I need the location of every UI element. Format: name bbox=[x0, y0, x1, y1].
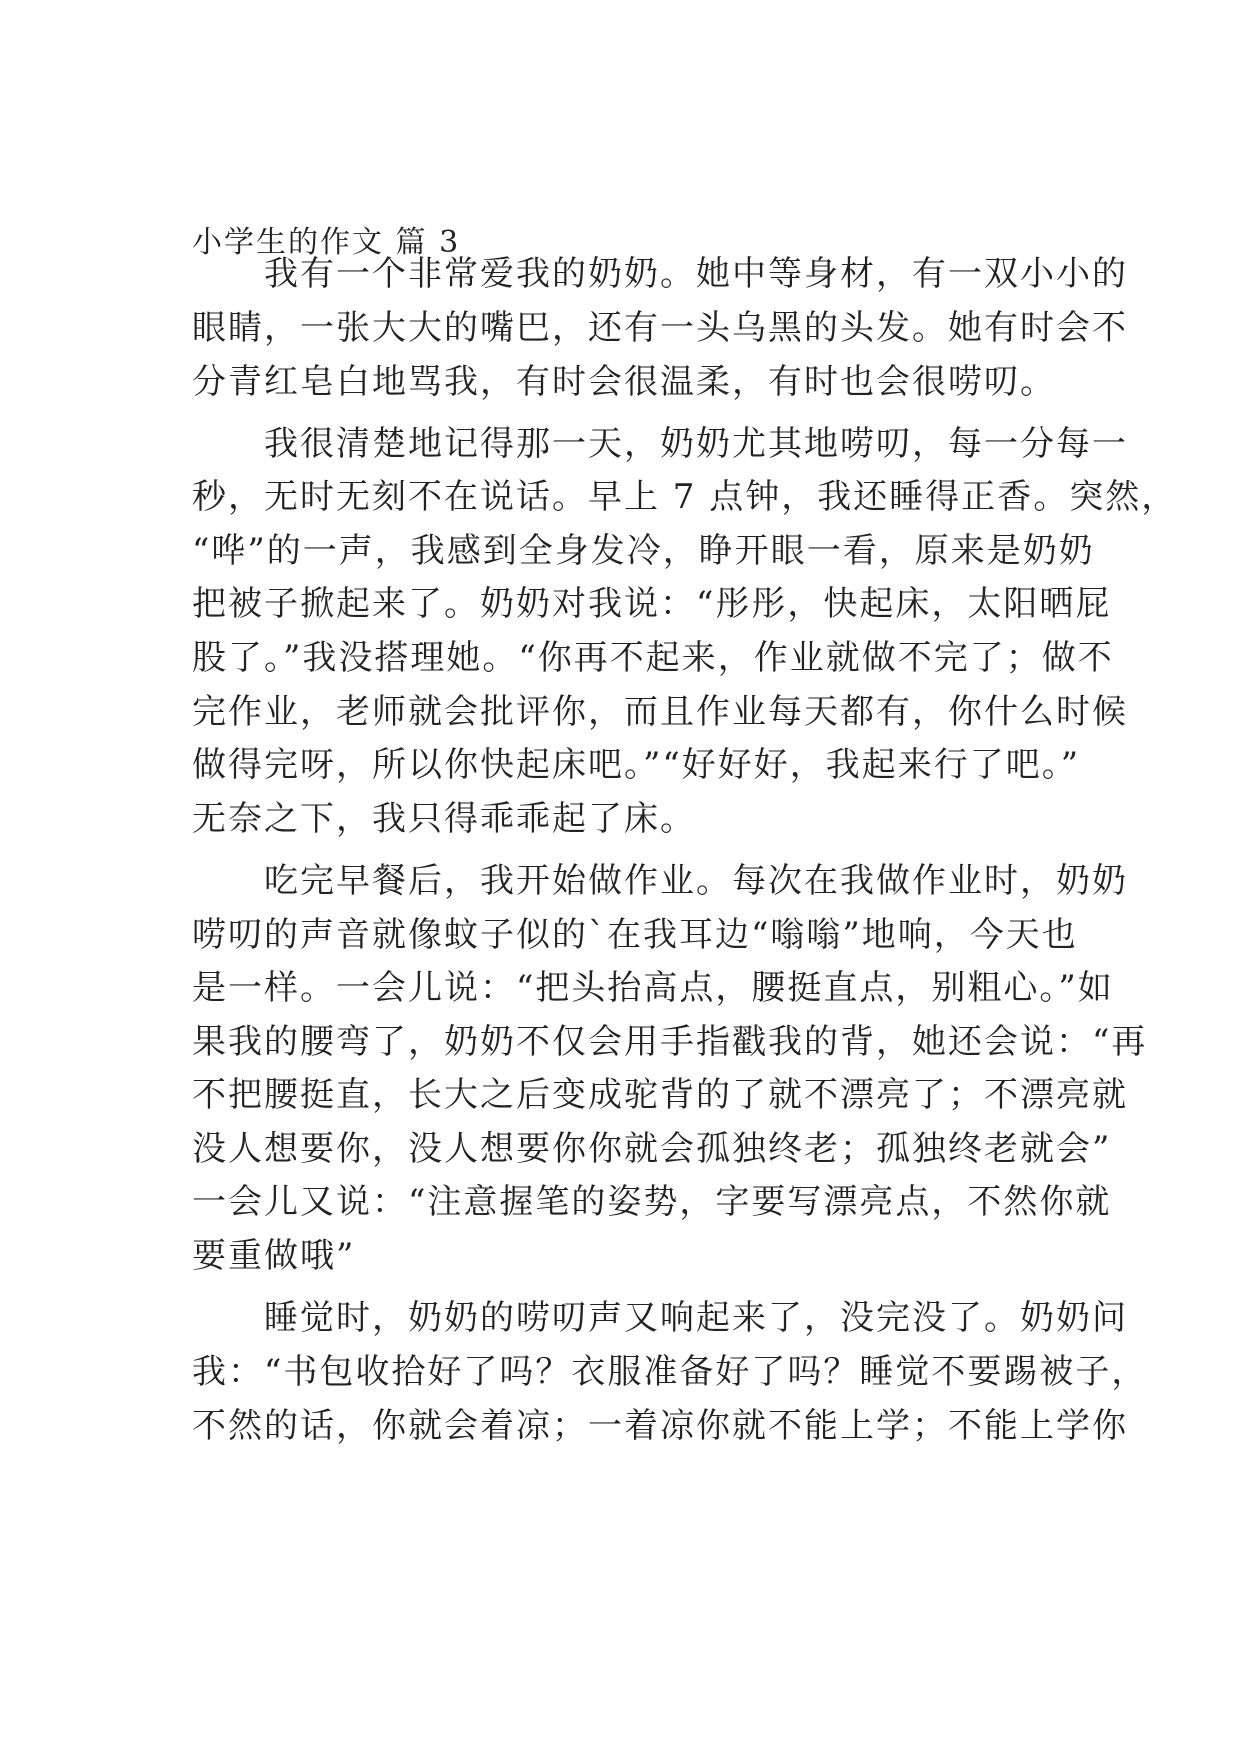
text-line: 眼睛，一张大大的嘴巴，还有一头乌黑的头发。她有时会不 bbox=[192, 308, 1128, 348]
text-line: 是一样。一会儿说：“把头抬高点，腰挺直点，别粗心。”如 bbox=[192, 968, 1114, 1008]
text-line: 股了。”我没搭理她。“你再不起来，作业就做不完了；做不 bbox=[192, 638, 1114, 678]
text-line: 秒，无时无刻不在说话。早上 7 点钟，我还睡得正香。突然， bbox=[192, 477, 1178, 517]
text-line: 不把腰挺直，长大之后变成驼背的了就不漂亮了；不漂亮就 bbox=[192, 1075, 1128, 1115]
text-line: 睡觉时，奶奶的唠叨声又响起来了，没完没了。奶奶问 bbox=[192, 1298, 1128, 1338]
text-line: 我有一个非常爱我的奶奶。她中等身材，有一双小小的 bbox=[192, 254, 1128, 294]
text-line: 做得完呀，所以你快起床吧。”“好好好，我起来行了吧。” bbox=[192, 745, 1081, 785]
text-line: 不然的话，你就会着凉；一着凉你就不能上学；不能上学你 bbox=[192, 1406, 1128, 1446]
text-line: 我很清楚地记得那一天，奶奶尤其地唠叨，每一分每一 bbox=[192, 424, 1128, 464]
text-line: 唠叨的声音就像蚊子似的`在我耳边“嗡嗡”地响，今天也 bbox=[192, 915, 1078, 955]
text-line: 无奈之下，我只得乖乖起了床。 bbox=[192, 799, 696, 839]
essay-title: 小学生的作文 篇 3 bbox=[192, 225, 461, 260]
text-line: 没人想要你，没人想要你你就会孤独终老；孤独终老就会” bbox=[192, 1129, 1112, 1169]
text-line: 要重做哦” bbox=[192, 1236, 356, 1276]
text-line: 果我的腰弯了，奶奶不仅会用手指戳我的背，她还会说：“再 bbox=[192, 1022, 1148, 1062]
text-line: 一会儿又说：“注意握笔的姿势，字要写漂亮点，不然你就 bbox=[192, 1182, 1112, 1222]
text-line: 我：“书包收拾好了吗？衣服准备好了吗？睡觉不要踢被子， bbox=[192, 1352, 1148, 1392]
text-line: “哗”的一声，我感到全身发冷，睁开眼一看，原来是奶奶 bbox=[192, 531, 1095, 571]
text-line: 把被子掀起来了。奶奶对我说：“彤彤，快起床，太阳晒屁 bbox=[192, 584, 1112, 624]
text-line: 分青红皂白地骂我，有时会很温柔，有时也会很唠叨。 bbox=[192, 362, 1056, 402]
text-line: 吃完早餐后，我开始做作业。每次在我做作业时，奶奶 bbox=[192, 861, 1128, 901]
text-line: 完作业，老师就会批评你，而且作业每天都有，你什么时候 bbox=[192, 692, 1128, 732]
